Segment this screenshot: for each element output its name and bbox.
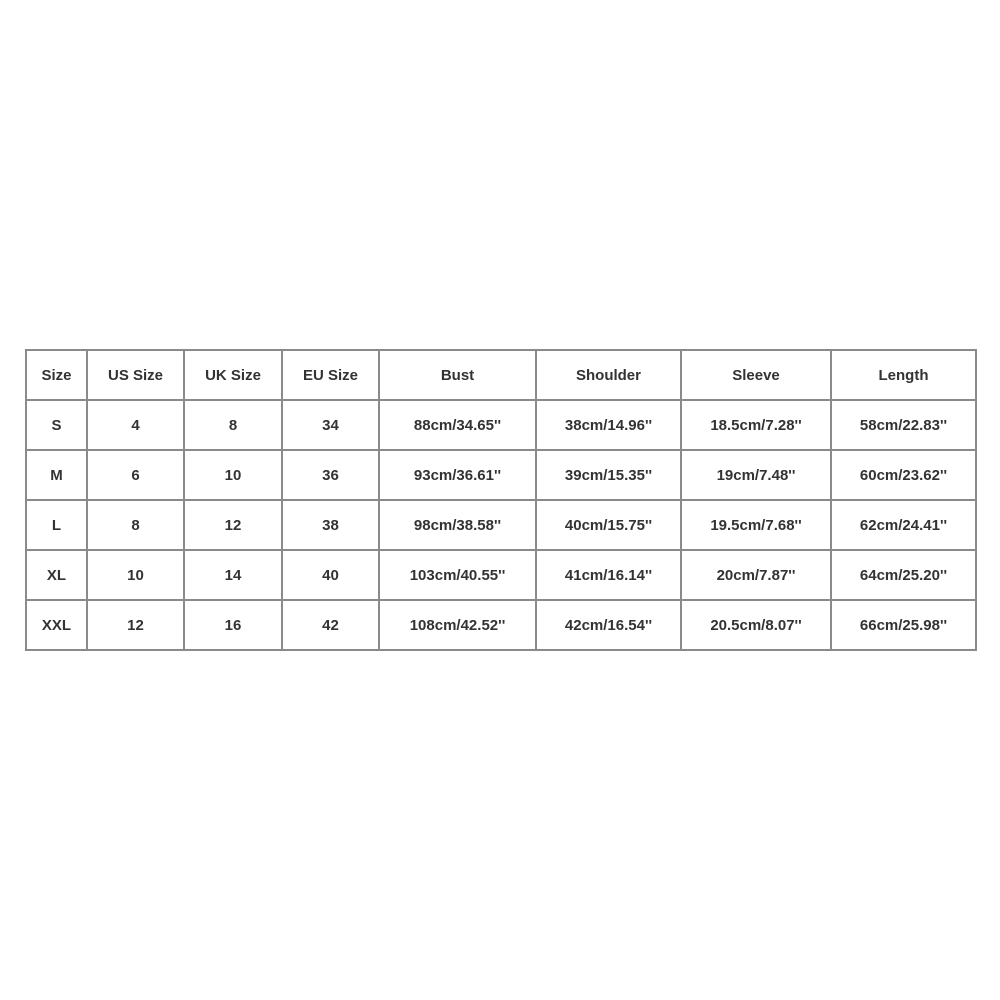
cell-size: XL bbox=[26, 550, 87, 600]
cell-eu-size: 42 bbox=[282, 600, 379, 650]
table-row bbox=[26, 600, 976, 650]
header-us-size: US Size bbox=[87, 350, 184, 400]
header-sleeve: Sleeve bbox=[681, 350, 831, 400]
header-uk-size: UK Size bbox=[184, 350, 282, 400]
cell-length: 62cm/24.41'' bbox=[831, 500, 976, 550]
size-chart-table bbox=[25, 349, 977, 651]
cell-eu-size: 38 bbox=[282, 500, 379, 550]
cell-sleeve: 20cm/7.87'' bbox=[681, 550, 831, 600]
cell-length: 58cm/22.83'' bbox=[831, 400, 976, 450]
cell-size: M bbox=[26, 450, 87, 500]
cell-shoulder: 40cm/15.75'' bbox=[536, 500, 681, 550]
cell-shoulder: 41cm/16.14'' bbox=[536, 550, 681, 600]
cell-sleeve: 19cm/7.48'' bbox=[681, 450, 831, 500]
cell-us-size: 12 bbox=[87, 600, 184, 650]
cell-uk-size: 12 bbox=[184, 500, 282, 550]
header-eu-size: EU Size bbox=[282, 350, 379, 400]
cell-size: XXL bbox=[26, 600, 87, 650]
header-size: Size bbox=[26, 350, 87, 400]
cell-sleeve: 19.5cm/7.68'' bbox=[681, 500, 831, 550]
header-length: Length bbox=[831, 350, 976, 400]
cell-shoulder: 38cm/14.96'' bbox=[536, 400, 681, 450]
cell-length: 66cm/25.98'' bbox=[831, 600, 976, 650]
cell-eu-size: 34 bbox=[282, 400, 379, 450]
table-header-row bbox=[26, 350, 976, 400]
header-shoulder: Shoulder bbox=[536, 350, 681, 400]
cell-us-size: 4 bbox=[87, 400, 184, 450]
cell-eu-size: 40 bbox=[282, 550, 379, 600]
cell-sleeve: 20.5cm/8.07'' bbox=[681, 600, 831, 650]
cell-uk-size: 16 bbox=[184, 600, 282, 650]
cell-size: L bbox=[26, 500, 87, 550]
cell-us-size: 8 bbox=[87, 500, 184, 550]
cell-bust: 88cm/34.65'' bbox=[379, 400, 536, 450]
cell-uk-size: 10 bbox=[184, 450, 282, 500]
cell-length: 64cm/25.20'' bbox=[831, 550, 976, 600]
cell-shoulder: 42cm/16.54'' bbox=[536, 600, 681, 650]
table-row bbox=[26, 500, 976, 550]
cell-bust: 98cm/38.58'' bbox=[379, 500, 536, 550]
table-row bbox=[26, 400, 976, 450]
cell-bust: 93cm/36.61'' bbox=[379, 450, 536, 500]
cell-sleeve: 18.5cm/7.28'' bbox=[681, 400, 831, 450]
cell-bust: 103cm/40.55'' bbox=[379, 550, 536, 600]
cell-size: S bbox=[26, 400, 87, 450]
table-row bbox=[26, 450, 976, 500]
cell-eu-size: 36 bbox=[282, 450, 379, 500]
cell-uk-size: 8 bbox=[184, 400, 282, 450]
table-row bbox=[26, 550, 976, 600]
cell-bust: 108cm/42.52'' bbox=[379, 600, 536, 650]
cell-uk-size: 14 bbox=[184, 550, 282, 600]
cell-length: 60cm/23.62'' bbox=[831, 450, 976, 500]
cell-us-size: 10 bbox=[87, 550, 184, 600]
cell-us-size: 6 bbox=[87, 450, 184, 500]
header-bust: Bust bbox=[379, 350, 536, 400]
cell-shoulder: 39cm/15.35'' bbox=[536, 450, 681, 500]
